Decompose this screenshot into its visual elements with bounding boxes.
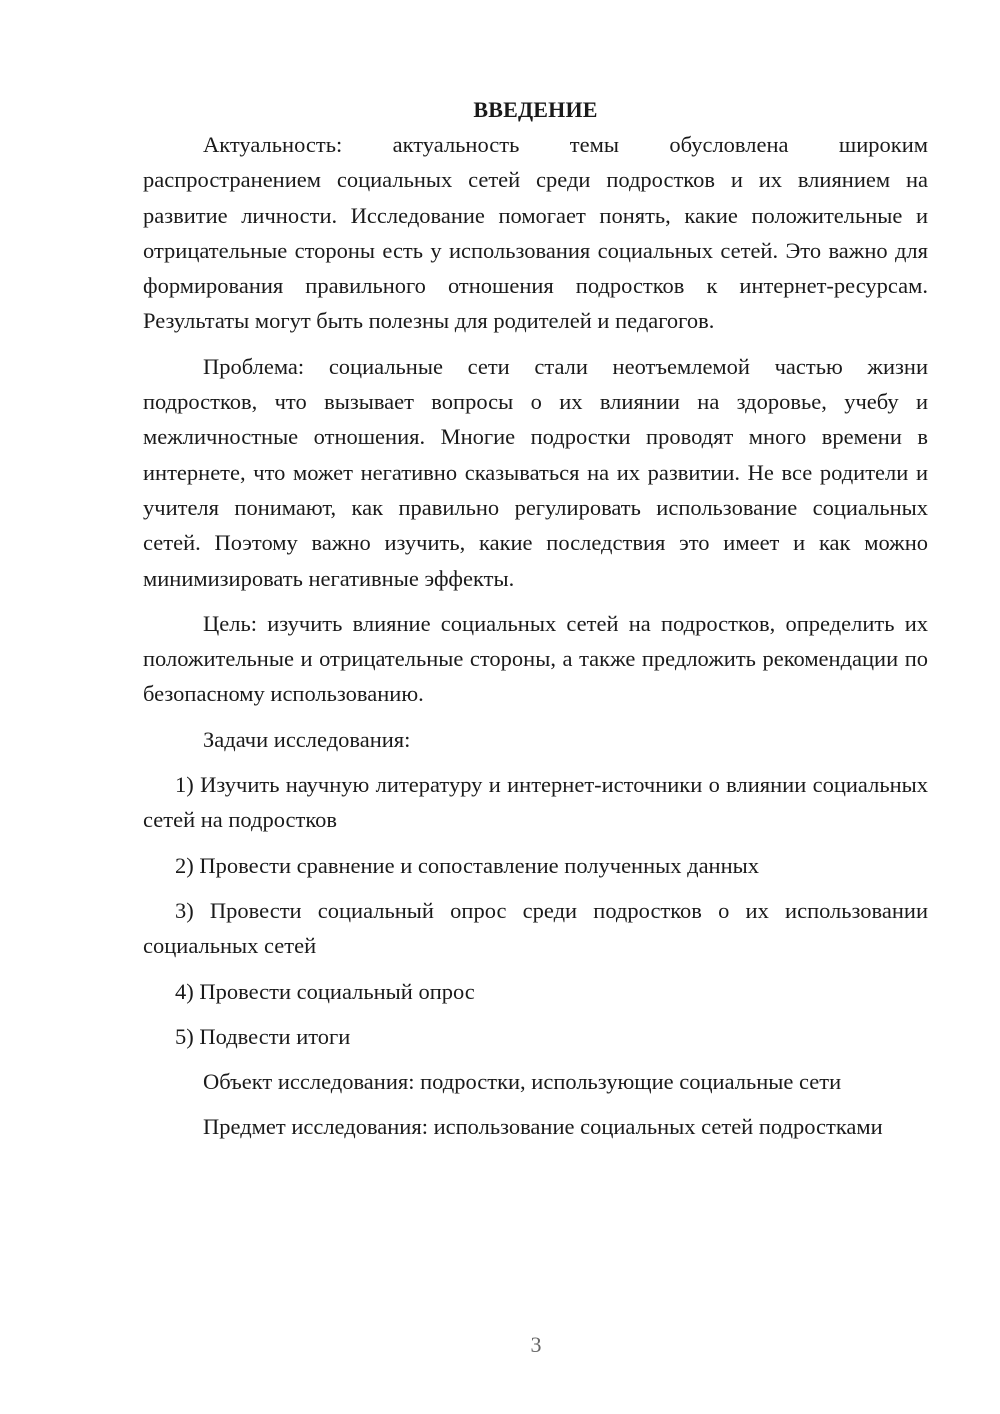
task-item: 4) Провести социальный опрос <box>175 978 475 1004</box>
tasks-heading: Задачи исследования: <box>203 726 411 752</box>
subject-paragraph: Предмет исследования: использование социальных сетей подростками <box>203 1114 883 1140</box>
page-number: 3 <box>530 1332 542 1357</box>
document-page <box>143 92 928 1155</box>
task-item: 3) Провести социальный опрос среди подростков о их использовании социальных сетей <box>143 897 928 959</box>
object-paragraph: Объект исследования: подростки, использующие социальные сети <box>203 1069 842 1095</box>
task-item: 1) Изучить научную литературу и интернет-источники о влиянии социальных сетей на подростков <box>143 772 928 833</box>
section-title: ВВЕДЕНИЕ <box>473 97 598 122</box>
goal-paragraph: Цель: изучить влияние социальных сетей на подростков, определить их положительные и отрицательные стороны, а также предложить рекомендации по безопасному использованию. <box>143 610 928 707</box>
relevance-paragraph: Актуальность: актуальность темы обусловлена широким распространением социальных сетей среди подростков и их влиянием на развитие личности. Исследование помогает понять, какие положительные и отрицательные стороны есть у использования социальных сетей. Это важно для формирования правильного отношения подростков к интернет-ресурсам. Результаты могут быть полезны для родителей и педагогов. <box>143 132 928 334</box>
problem-paragraph: Проблема: социальные сети стали неотъемлемой частью жизни подростков, что вызывает вопросы о их влиянии на здоровье, учебу и межличностные отношения. Многие подростки проводят много времени в интернете, что может негативно сказываться на их развитии. Не все родители и учителя понимают, как правильно регулировать использование социальных сетей. Поэтому важно изучить, какие последствия это имеет и как можно минимизировать негативные эффекты. <box>143 353 928 591</box>
task-item: 2) Провести сравнение и сопоставление полученных данных <box>175 852 760 878</box>
task-item: 5) Подвести итоги <box>175 1023 351 1049</box>
